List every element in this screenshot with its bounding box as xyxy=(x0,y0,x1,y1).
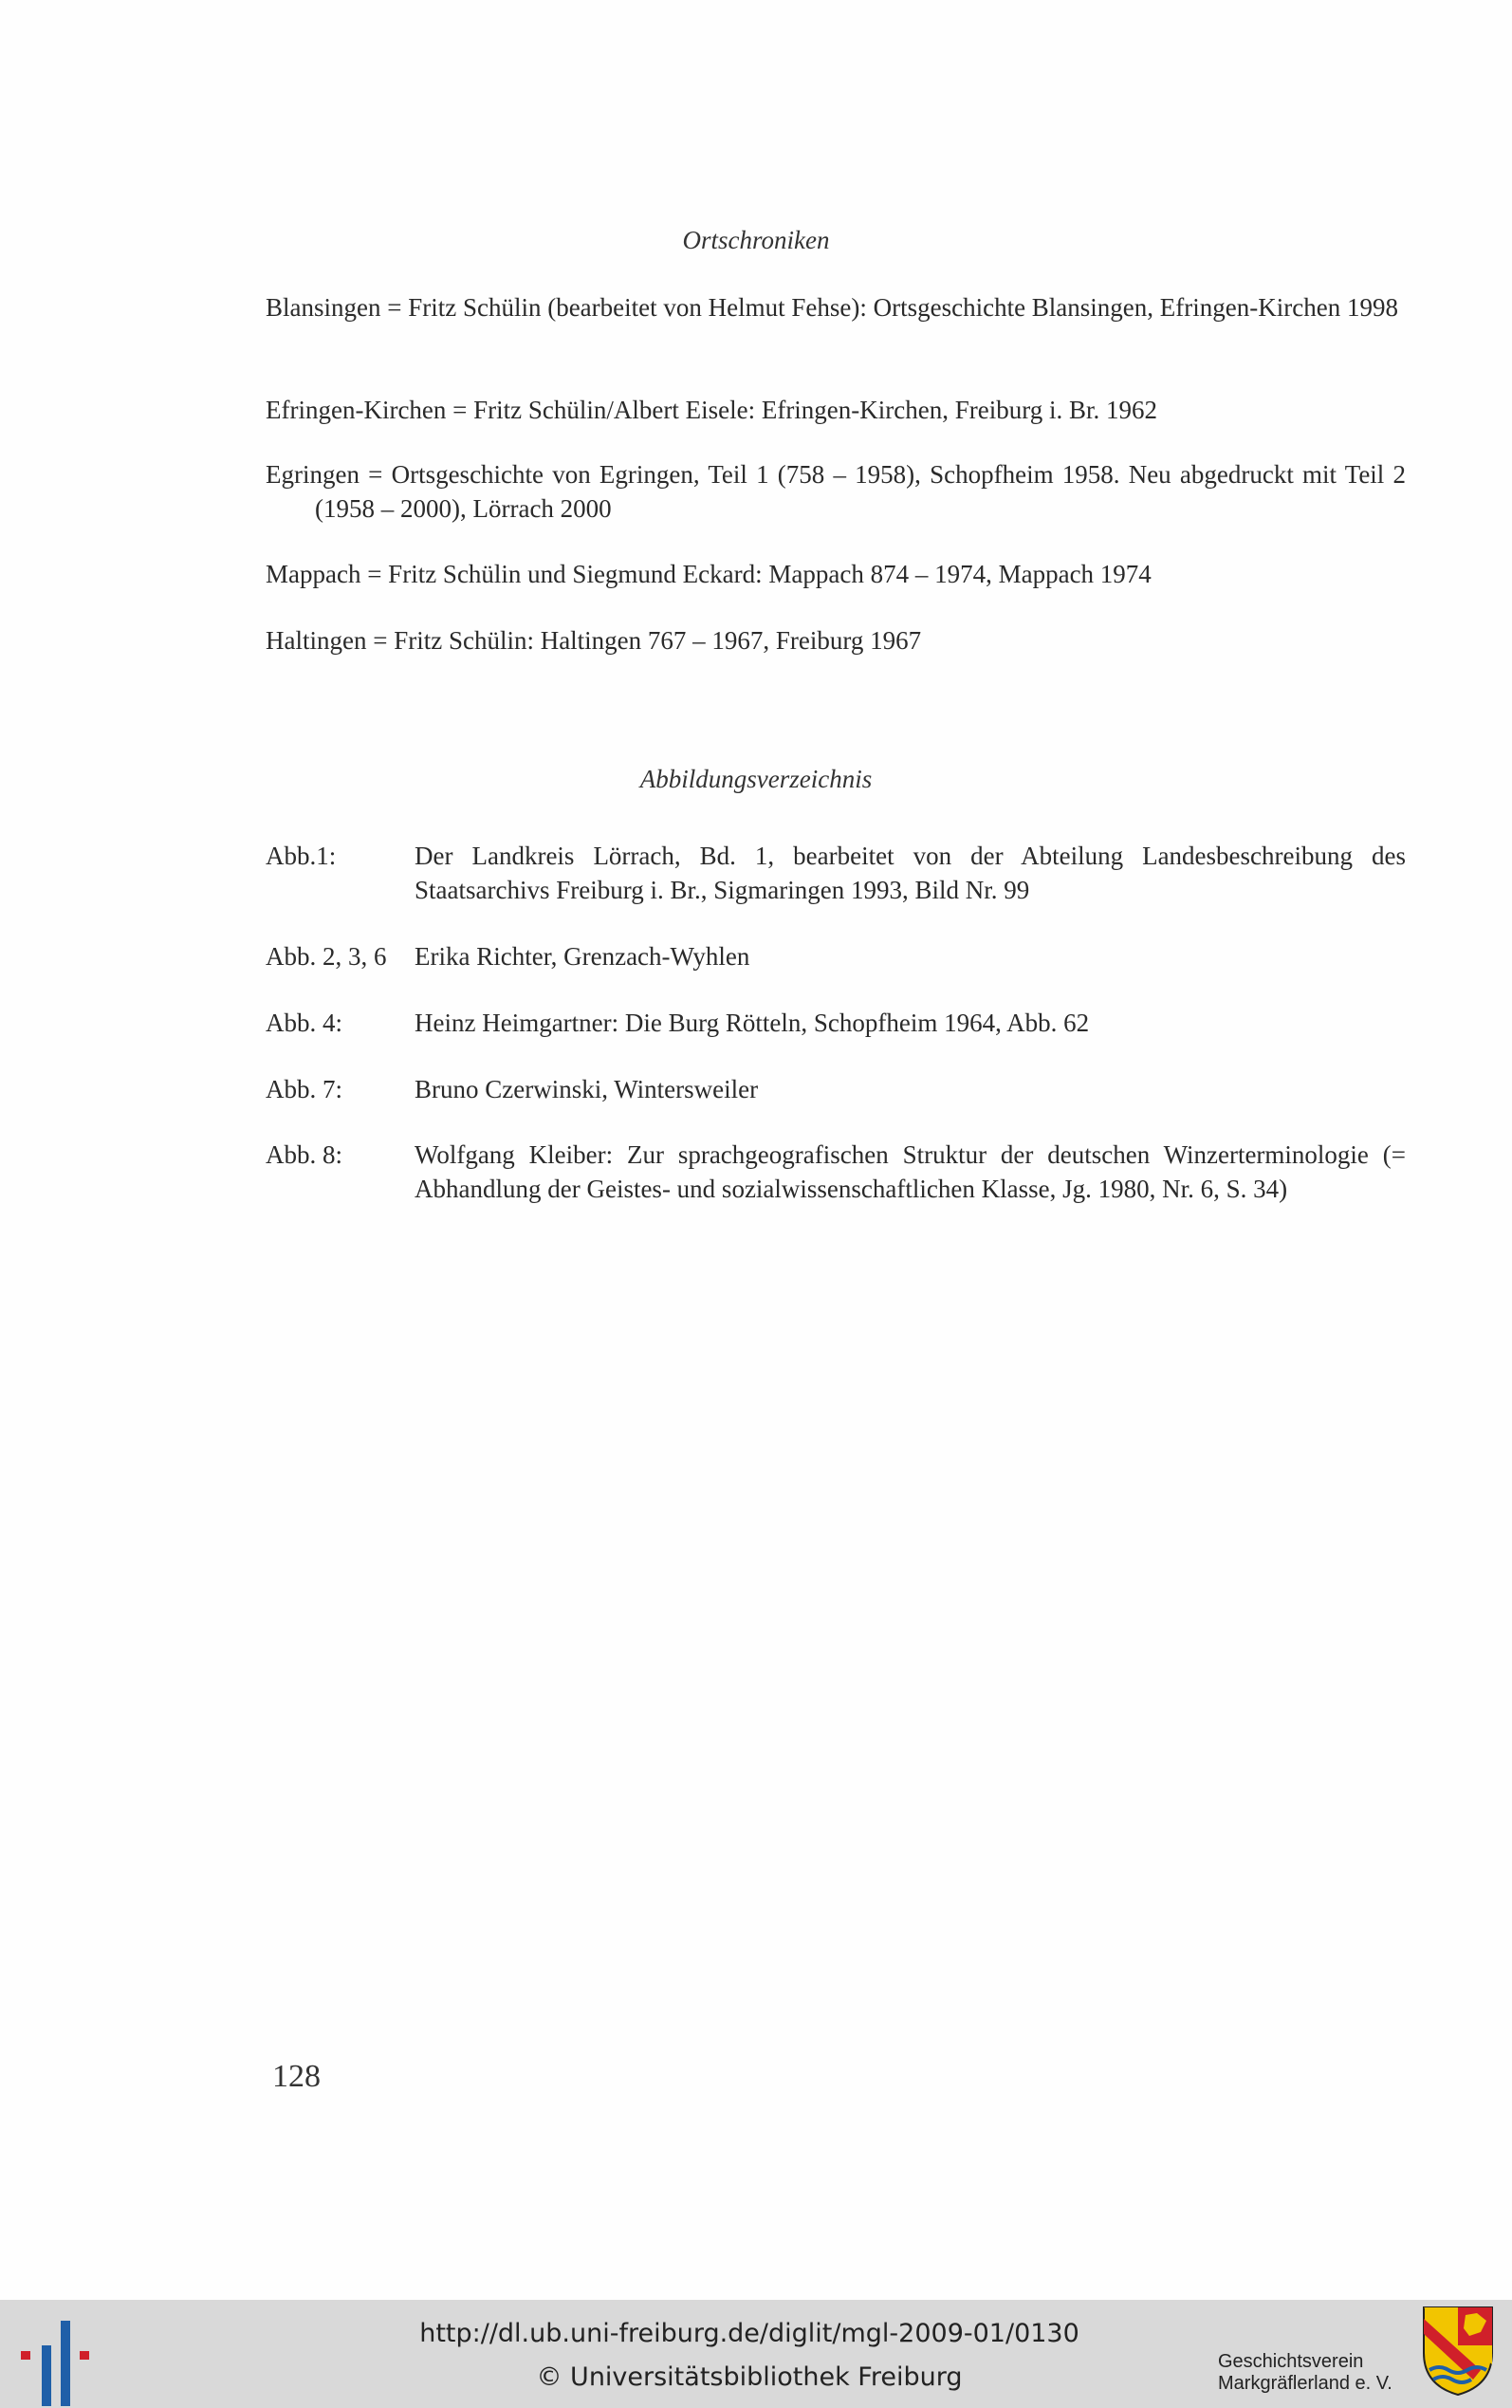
chronicle-entry-blansingen: Blansingen = Fritz Schülin (bearbeitet von Helmut Fehse): Ortsgeschichte Blansingen, Efringen-Kirchen 1998 xyxy=(266,293,1398,322)
figure-entry xyxy=(266,839,1406,907)
section-title-figures: Abbildungsverzeichnis xyxy=(639,765,873,793)
page-number: 128 xyxy=(272,2059,321,2094)
figure-label: Abb.1: xyxy=(266,842,337,870)
figure-label: Abb. 7: xyxy=(266,1075,342,1103)
figure-label: Abb. 2, 3, 6 xyxy=(266,942,387,971)
copyright-notice: © Universitätsbibliothek Freiburg xyxy=(536,2362,963,2392)
chronicle-entry-haltingen: Haltingen = Fritz Schülin: Haltingen 767 – 1967, Freiburg 1967 xyxy=(266,626,922,655)
library-logo-icon xyxy=(19,2311,95,2406)
figure-source: Bruno Czerwinski, Wintersweiler xyxy=(415,1075,759,1103)
figure-label: Abb. 8: xyxy=(266,1140,342,1169)
figure-entry xyxy=(266,1006,1406,1040)
society-name xyxy=(1218,2351,1392,2395)
society-name-line1: Geschichtsverein xyxy=(1218,2351,1364,2372)
footer-bar xyxy=(0,2300,1512,2408)
source-url-link[interactable]: http://dl.ub.uni-freiburg.de/diglit/mgl-2009-01/0130 xyxy=(419,2319,1079,2348)
chronicle-entry-egringen: Egringen = Ortsgeschichte von Egringen, Teil 1 (758 – 1958), Schopfheim 1958. Neu abgedruckt mit Teil 2 (1958 – 2000), Lörrach 2000 xyxy=(266,460,1406,523)
figure-label: Abb. 4: xyxy=(266,1009,342,1037)
figure-entry xyxy=(266,1072,1406,1106)
society-name-line2: Markgräflerland e. V. xyxy=(1218,2373,1392,2394)
figure-source: Heinz Heimgartner: Die Burg Rötteln, Schopfheim 1964, Abb. 62 xyxy=(415,1009,1090,1037)
figure-source: Wolfgang Kleiber: Zur sprachgeografischen Struktur der deutschen Winzerterminologie (= Abhandlung der Geistes- und sozialwissenschaftlichen Klasse, Jg. 1980, Nr. 6, S. 34) xyxy=(415,1140,1406,1203)
figure-source: Erika Richter, Grenzach-Wyhlen xyxy=(415,942,750,971)
coat-of-arms-icon xyxy=(1420,2304,1496,2399)
figure-source: Der Landkreis Lörrach, Bd. 1, bearbeitet von der Abteilung Landesbeschreibung des Staatsarchivs Freiburg i. Br., Sigmaringen 1993, Bild Nr. 99 xyxy=(415,842,1406,904)
chronicle-entry-mappach: Mappach = Fritz Schülin und Siegmund Eckard: Mappach 874 – 1974, Mappach 1974 xyxy=(266,560,1152,588)
chronicle-entry-efringen-kirchen: Efringen-Kirchen = Fritz Schülin/Albert Eisele: Efringen-Kirchen, Freiburg i. Br. 1962 xyxy=(266,396,1158,424)
section-title-chronicles: Ortschroniken xyxy=(682,226,830,254)
figure-entry xyxy=(266,939,1406,973)
figure-entry xyxy=(266,1138,1406,1206)
